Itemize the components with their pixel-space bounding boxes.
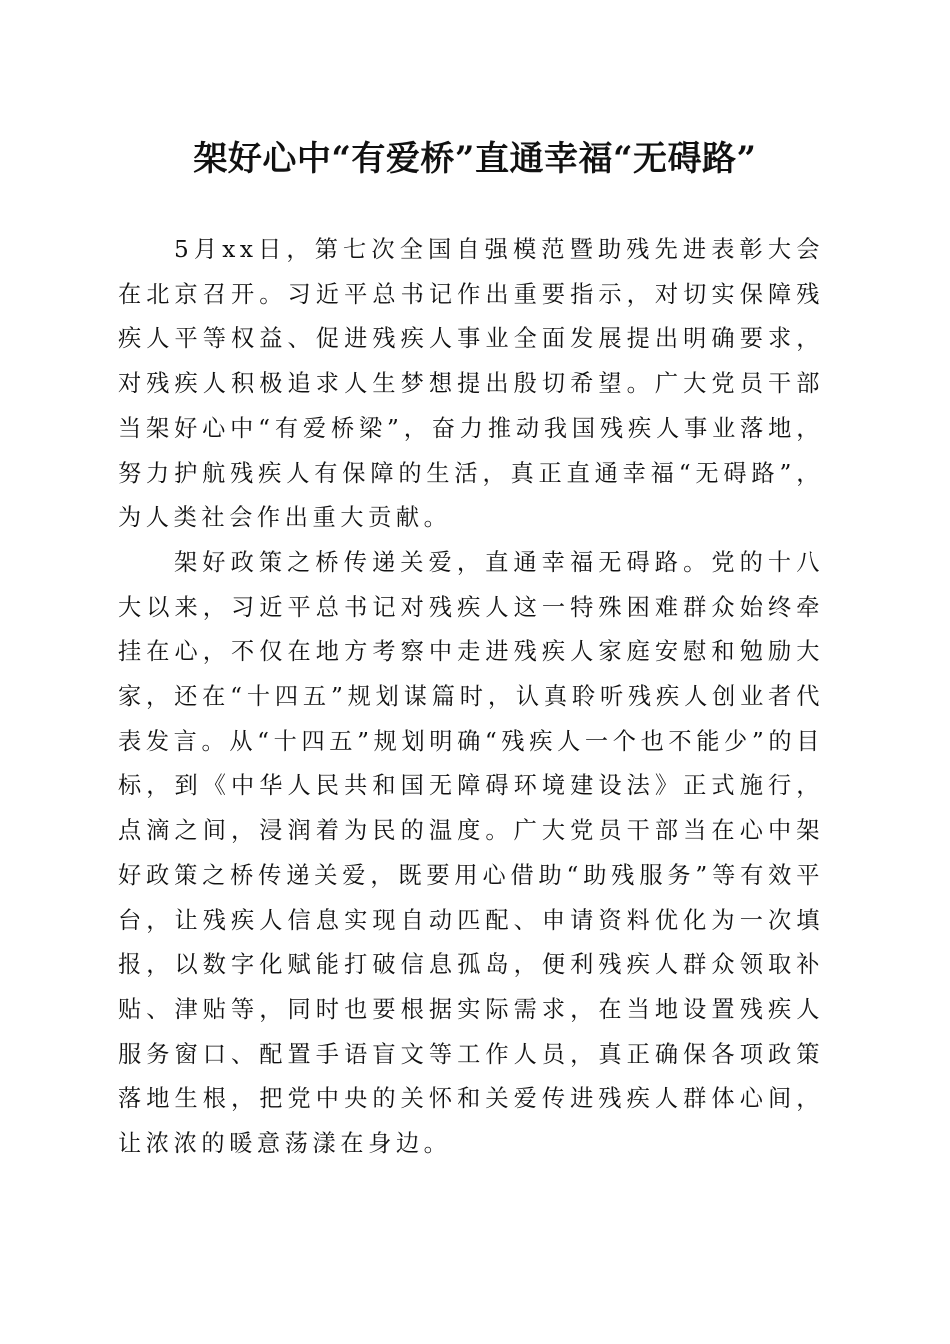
paragraph-1: 5月xx日，第七次全国自强模范暨助残先进表彰大会在北京召开。习近平总书记作出重要指示，对切实保障残疾人平等权益、促进残疾人事业全面发展提出明确要求，对残疾人积极追求人生梦想提出殷切希望。广大党员干部当架好心中“有爱桥梁”，奋力推动我国残疾人事业落地，努力护航残疾人有保障的生活，真正直通幸福“无碍路”，为人类社会作出重大贡献。 (118, 236, 824, 532)
article-body (118, 228, 824, 1167)
paragraph-2: 架好政策之桥传递关爱，直通幸福无碍路。党的十八大以来，习近平总书记对残疾人这一特殊困难群众始终牵挂在心，不仅在地方考察中走进残疾人家庭安慰和勉励大家，还在“十四五”规划谋篇时，认真聆听残疾人创业者代表发言。从“十四五”规划明确“残疾人一个也不能少”的目标，到《中华人民共和国无障碍环境建设法》正式施行，点滴之间，浸润着为民的温度。广大党员干部当在心中架好政策之桥传递关爱，既要用心借助“助残服务”等有效平台，让残疾人信息实现自动匹配、申请资料优化为一次填报，以数字化赋能打破信息孤岛，便利残疾人群众领取补贴、津贴等，同时也要根据实际需求，在当地设置残疾人服务窗口、配置手语盲文等工作人员，真正确保各项政策落地生根，把党中央的关怀和关爱传进残疾人群体心间，让浓浓的暖意荡漾在身边。 (118, 548, 824, 1158)
page-title: 架好心中“有爱桥”直通幸福“无碍路” (193, 139, 757, 179)
